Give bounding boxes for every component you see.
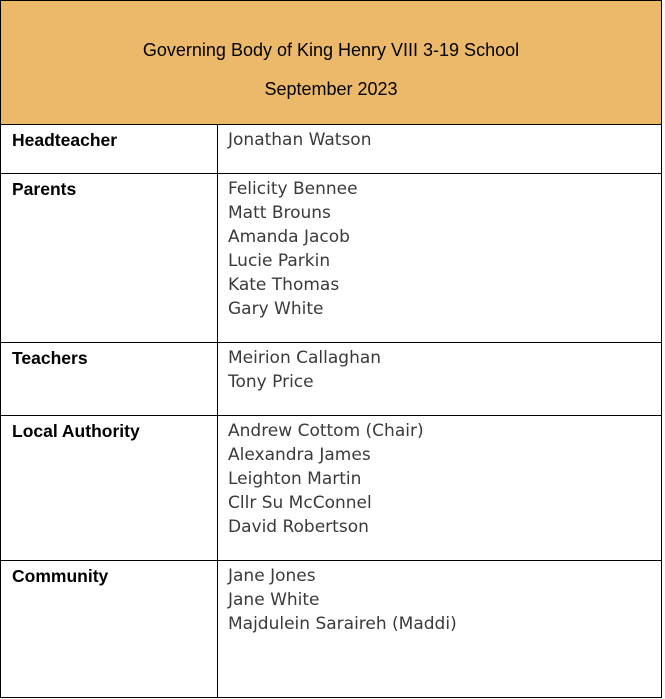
role-label-community: Community [1, 561, 218, 698]
table-row [1, 174, 662, 343]
governors-table [0, 124, 662, 698]
document-header [0, 0, 662, 125]
member-name: Jonathan Watson [228, 130, 372, 150]
names-community [218, 561, 662, 698]
document-title: Governing Body of King Henry VIII 3-19 School [142, 40, 520, 60]
table-row [1, 125, 662, 174]
member-name: Alexandra James [228, 445, 371, 465]
member-name: Gary White [228, 299, 324, 319]
table-row [1, 561, 662, 698]
member-name: Meirion Callaghan [228, 348, 382, 368]
names-headteacher [218, 125, 662, 174]
member-name: Jane White [228, 590, 320, 610]
member-name: David Robertson [228, 517, 369, 537]
member-name: Kate Thomas [228, 275, 340, 295]
names-parents [218, 174, 662, 343]
role-label-teachers: Teachers [1, 343, 218, 416]
names-teachers [218, 343, 662, 416]
member-name: Majdulein Saraireh (Maddi) [228, 614, 457, 634]
role-label-local-authority: Local Authority [1, 416, 218, 561]
member-name: Leighton Martin [228, 469, 362, 489]
member-name: Cllr Su McConnel [228, 493, 372, 513]
role-label-headteacher: Headteacher [1, 125, 218, 174]
role-label-parents: Parents [1, 174, 218, 343]
member-name: Amanda Jacob [228, 227, 350, 247]
table-row [1, 343, 662, 416]
member-name: Felicity Bennee [228, 179, 358, 199]
table-row [1, 416, 662, 561]
member-name: Andrew Cottom (Chair) [228, 421, 424, 441]
names-local-authority [218, 416, 662, 561]
member-name: Matt Brouns [228, 203, 331, 223]
member-name: Tony Price [228, 372, 314, 392]
member-name: Jane Jones [228, 566, 316, 586]
document-date: September 2023 [264, 79, 398, 99]
member-name: Lucie Parkin [228, 251, 331, 271]
